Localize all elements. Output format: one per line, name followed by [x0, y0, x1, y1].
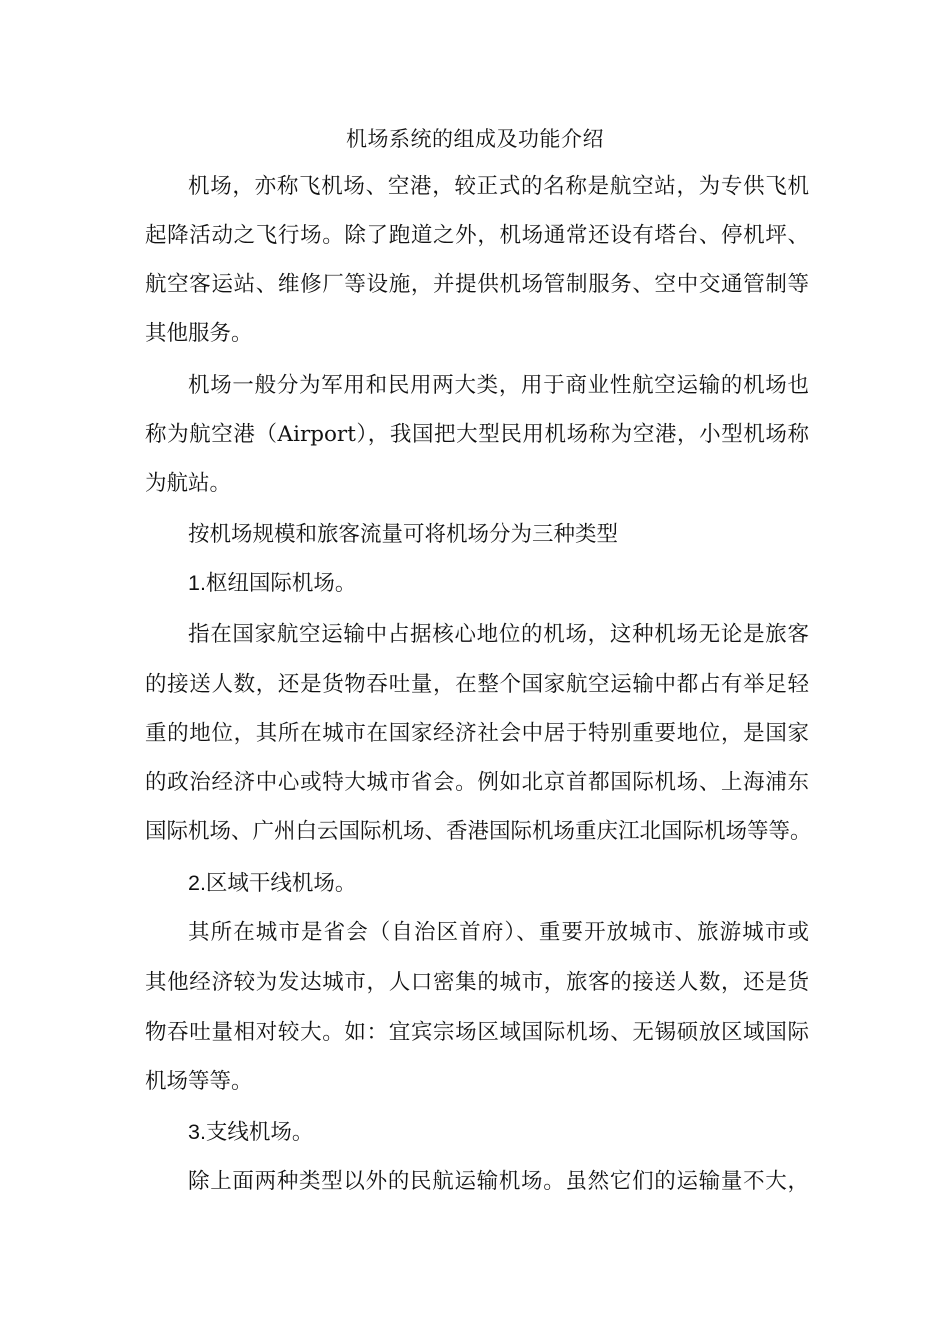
section-heading: 2.区域干线机场。: [188, 871, 357, 895]
document-title: 机场系统的组成及功能介绍: [346, 127, 604, 151]
paragraph-line: 称为航空港（Airport），我国把大型民用机场称为空港，小型机场称: [145, 422, 809, 447]
paragraph-line: 航空客运站、维修厂等设施，并提供机场管制服务、空中交通管制等: [145, 272, 809, 297]
section-heading: 1.枢纽国际机场。: [188, 571, 357, 595]
paragraph-line: 其所在城市是省会（自治区首府）、重要开放城市、旅游城市或: [188, 920, 809, 945]
paragraph-line: 机场等等。: [145, 1069, 253, 1094]
section-heading: 3.支线机场。: [188, 1120, 314, 1144]
paragraph-line: 物吞吐量相对较大。如：宜宾宗场区域国际机场、无锡硕放区域国际: [145, 1020, 809, 1045]
paragraph-line: 为航站。: [145, 471, 232, 496]
paragraph-line: 的接送人数，还是货物吞吐量，在整个国家航空运输中都占有举足轻: [145, 672, 809, 697]
paragraph-line: 机场一般分为军用和民用两大类，用于商业性航空运输的机场也: [188, 373, 809, 398]
paragraph-line: 起降活动之飞行场。除了跑道之外，机场通常还设有塔台、停机坪、: [145, 223, 809, 248]
paragraph-line: 其他经济较为发达城市，人口密集的城市，旅客的接送人数，还是货: [145, 970, 809, 995]
paragraph-line: 机场，亦称飞机场、空港，较正式的名称是航空站，为专供飞机: [188, 174, 809, 199]
paragraph-line: 的政治经济中心或特大城市省会。例如北京首都国际机场、上海浦东: [145, 770, 809, 795]
paragraph-line: 国际机场、广州白云国际机场、香港国际机场重庆江北国际机场等等。: [145, 819, 812, 844]
paragraph-line: 按机场规模和旅客流量可将机场分为三种类型: [188, 522, 619, 547]
paragraph-line: 指在国家航空运输中占据核心地位的机场，这种机场无论是旅客: [188, 622, 809, 647]
paragraph-line: 重的地位，其所在城市在国家经济社会中居于特别重要地位，是国家: [145, 721, 809, 746]
paragraph-line: 除上面两种类型以外的民航运输机场。虽然它们的运输量不大，: [188, 1169, 809, 1194]
paragraph-line: 其他服务。: [145, 321, 253, 346]
